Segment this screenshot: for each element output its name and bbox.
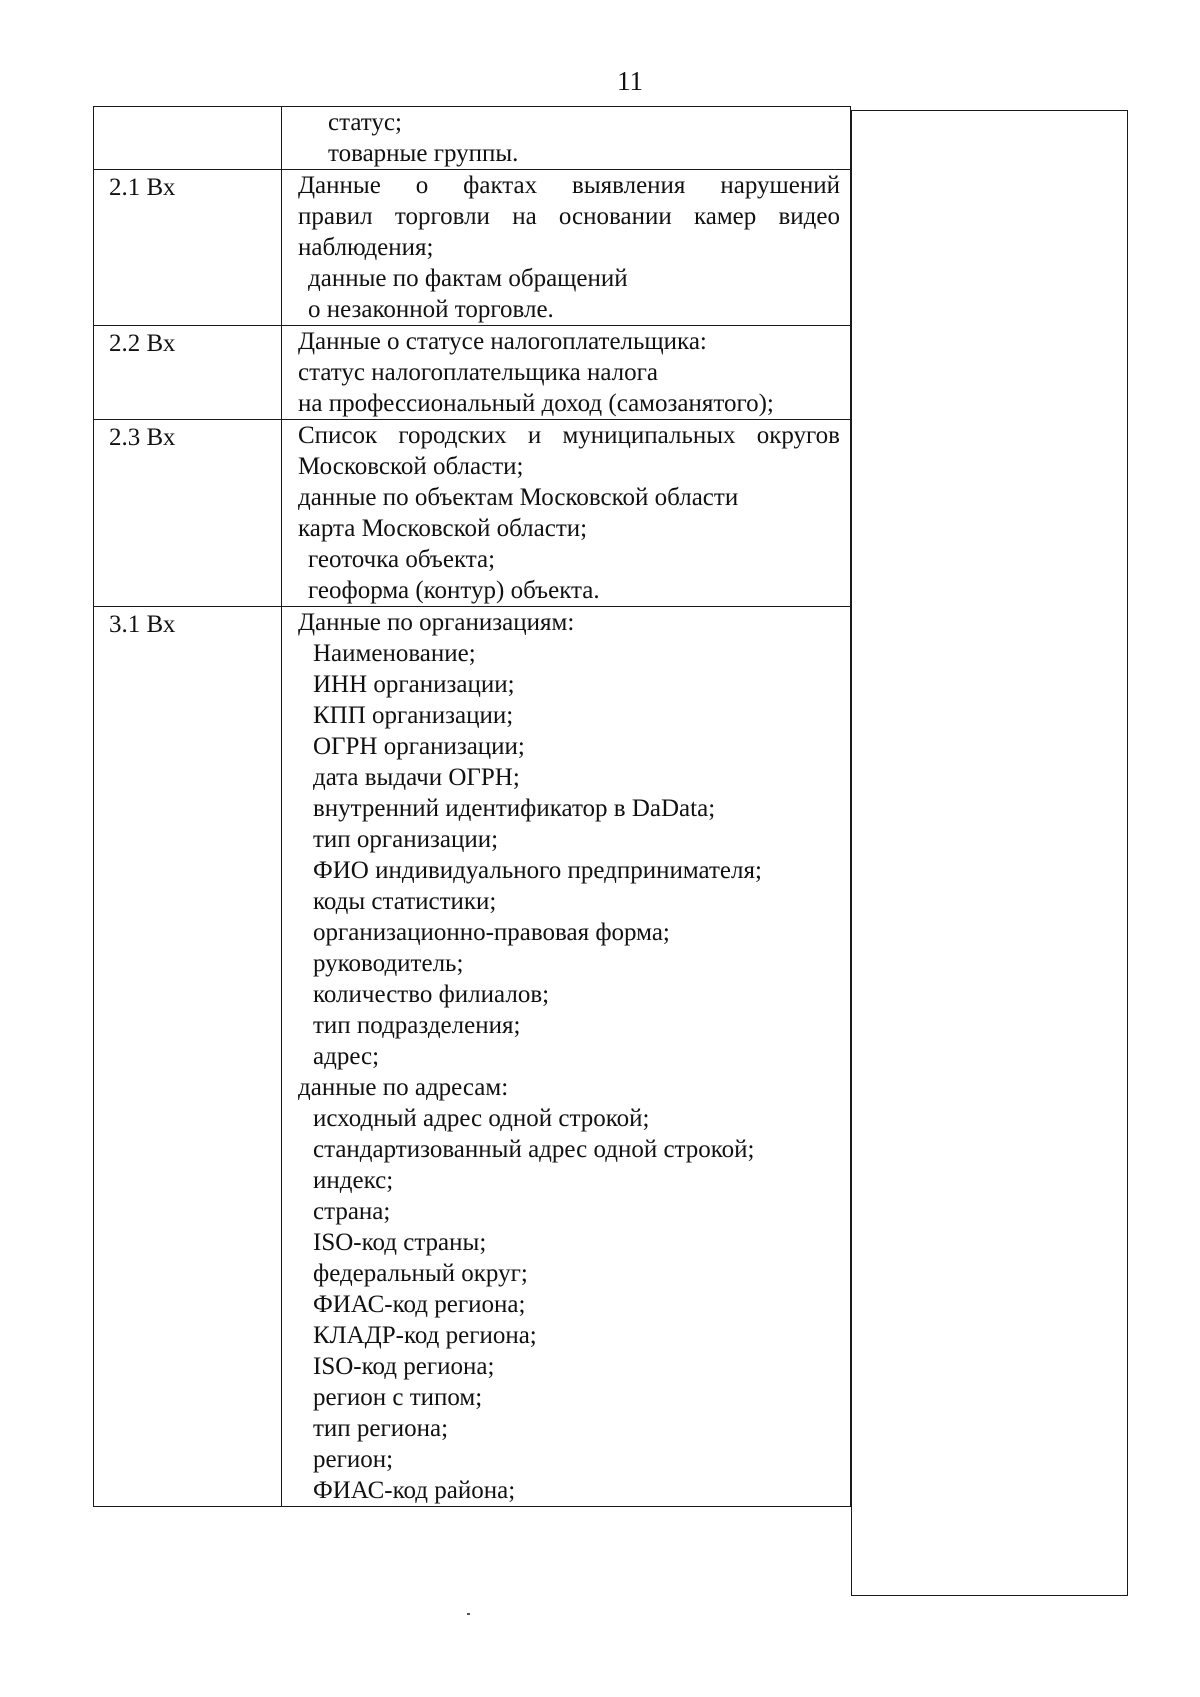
content-line: федеральный округ; xyxy=(313,1260,528,1287)
content-line: количество филиалов; xyxy=(313,981,550,1008)
content-line: Список городских и муниципальных округов xyxy=(298,422,840,449)
content-line: правил торговли на основании камер видео xyxy=(298,203,840,230)
content-line: тип организации; xyxy=(313,826,499,853)
content-line: данные по объектам Московской области xyxy=(298,484,739,511)
table-row xyxy=(94,420,851,607)
right-column xyxy=(851,110,1128,1596)
row-code xyxy=(94,107,282,170)
content-line: внутренний идентификатор в DaData; xyxy=(313,795,716,822)
content-line: наблюдения; xyxy=(298,234,434,261)
page-number: 11 xyxy=(617,66,643,96)
content-line: коды статистики; xyxy=(313,888,497,915)
content-line: ФИО индивидуального предпринимателя; xyxy=(313,857,762,884)
content-line: Наименование; xyxy=(313,640,476,667)
content-line: на профессиональный доход (самозанятого); xyxy=(298,390,774,417)
content-line: ОГРН организации; xyxy=(313,733,525,760)
content-line: Данные о фактах выявления нарушений xyxy=(298,172,840,199)
content-line: тип подразделения; xyxy=(313,1012,521,1039)
content-line: статус; xyxy=(328,109,402,136)
content-line: исходный адрес одной строкой; xyxy=(313,1105,650,1132)
content-line: руководитель; xyxy=(313,950,464,977)
content-line: КЛАДР-код региона; xyxy=(313,1322,537,1349)
content-line: геоформа (контур) объекта. xyxy=(308,577,600,604)
content-line: Данные о статусе налогоплательщика: xyxy=(298,328,707,355)
row-content xyxy=(282,326,851,420)
content-line: геоточка объекта; xyxy=(308,546,496,573)
table-row xyxy=(94,107,851,170)
content-line: ISO-код страны; xyxy=(313,1229,487,1256)
row-content xyxy=(282,607,851,1507)
content-line: регион с типом; xyxy=(313,1384,483,1411)
content-line: ИНН организации; xyxy=(313,671,515,698)
row-content xyxy=(282,420,851,607)
content-line: индекс; xyxy=(313,1167,394,1194)
content-line: ФИАС-код региона; xyxy=(313,1291,526,1318)
content-line: регион; xyxy=(313,1446,394,1473)
table-row xyxy=(94,607,851,1507)
table-row xyxy=(94,170,851,326)
content-line: страна; xyxy=(313,1198,391,1225)
content-line: о незаконной торговле. xyxy=(308,296,554,323)
table-row xyxy=(94,326,851,420)
scan-dot xyxy=(467,1613,470,1615)
content-line: ISO-код региона; xyxy=(313,1353,495,1380)
content-line: адрес; xyxy=(313,1043,380,1070)
content-line: товарные группы. xyxy=(328,140,519,167)
row-code: 2.3 Вх xyxy=(94,420,282,607)
content-line: Московской области; xyxy=(298,453,524,480)
content-line: КПП организации; xyxy=(313,702,514,729)
row-code: 3.1 Вх xyxy=(94,607,282,1507)
content-line: статус налогоплательщика налога xyxy=(298,359,658,386)
content-line: данные по адресам: xyxy=(298,1074,509,1101)
content-line: стандартизованный адрес одной строкой; xyxy=(313,1136,755,1163)
row-code: 2.2 Вх xyxy=(94,326,282,420)
row-content xyxy=(282,107,851,170)
data-table xyxy=(93,106,851,1507)
row-code: 2.1 Вх xyxy=(94,170,282,326)
content-line: данные по фактам обращений xyxy=(308,265,628,292)
content-line: Данные по организациям: xyxy=(298,609,575,636)
table-body xyxy=(94,107,851,1507)
content-line: организационно-правовая форма; xyxy=(313,919,670,946)
content-line: дата выдачи ОГРН; xyxy=(313,764,520,791)
row-content xyxy=(282,170,851,326)
content-line: ФИАС-код района; xyxy=(313,1477,516,1504)
content-line: тип региона; xyxy=(313,1415,449,1442)
content-line: карта Московской области; xyxy=(298,515,588,542)
